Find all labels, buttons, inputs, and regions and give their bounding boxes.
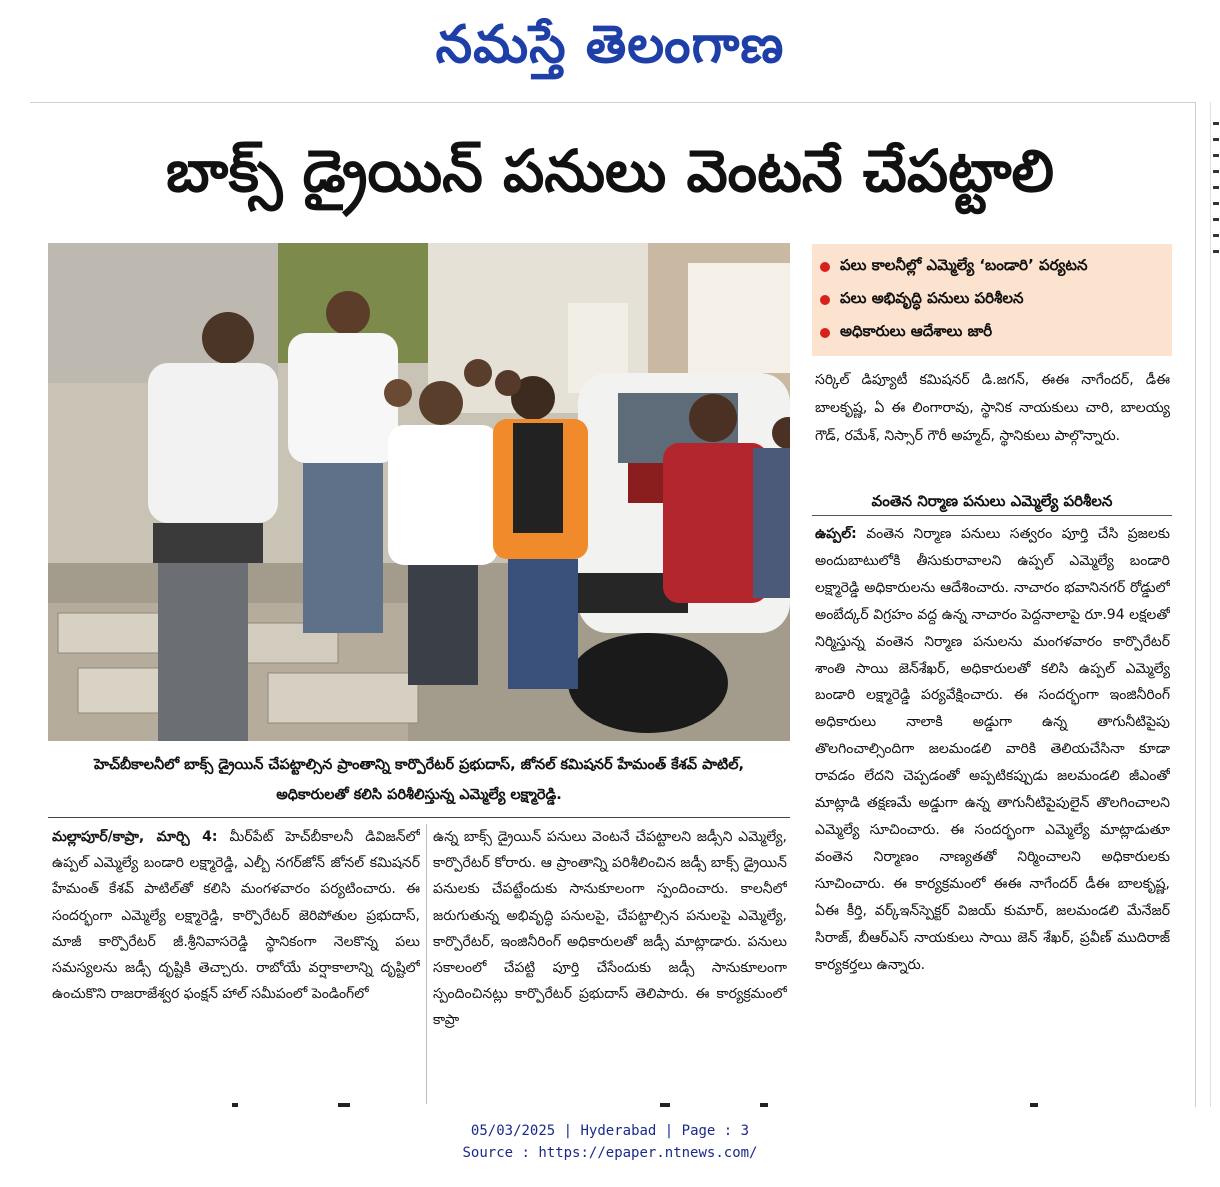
footer-date-line: 05/03/2025 | Hyderabad | Page : 3 — [470, 1123, 750, 1139]
article-text: ఉన్న బాక్స్ డ్రైయిన్ పనులు వెంటనే చేపట్టాలని జడ్సీని ఎమ్మెల్యే, కార్పొరేటర్ కోరారు. ఆ ప్రాంతాన్ని పరిశీలించిన జడ్సీ బాక్స్ డ్రైయిన్ పనులకు చేపట్టేందుకు సానుకూలంగా స్పందించారు. కాలనీలో జరుగుతున్న అభివృద్ధి పనులపై, చేపట్టాల్సిన పనులపై ఎమ్మెల్యే, కార్పొరేటర్, ఇంజినీరింగ్ అధికారులతో జడ్సీ మాట్లాడారు. పనులు సకాలంలో చేపట్టి పూర్తి చేసేందుకు జడ్సీ సానుకూలంగా స్పందించినట్లు కార్పొరేటర్ ప్రభుదాస్ తెలిపారు. ఈ కార్యక్రమంలో కాప్రా — [433, 829, 787, 1029]
news-photo — [48, 243, 790, 741]
bullet-icon — [820, 328, 830, 338]
sub-headline: వంతెన నిర్మాణ పనులు ఎమ్మెల్యే పరిశీలన — [812, 486, 1172, 516]
highlight-text: పలు అభివృద్ధి పనులు పరిశీలన — [840, 288, 1024, 307]
highlight-item — [820, 283, 1166, 316]
article-column-right-top — [815, 366, 1170, 484]
news-photo-drawing — [48, 243, 790, 741]
adjacent-page-edge — [1210, 102, 1220, 1107]
highlight-text: అధికారులు ఆదేశాలు జారీ — [840, 321, 993, 340]
bullet-icon — [820, 295, 830, 305]
article-column-left — [52, 824, 420, 1108]
photo-caption: హెచ్‌బీకాలనీలో బాక్స్ డ్రైయిన్ చేపట్టాల్సిన ప్రాంతాన్ని కార్పొరేటర్ ప్రభుదాస్, జోనల్ కమిషనర్ హేమంత్ కేశవ్ పాటిల్, అధికారులతో కలిసి పరిశీలిస్తున్న ఎమ్మెల్యే లక్ష్మారెడ్డి. — [93, 757, 745, 803]
caption-rule — [48, 817, 790, 818]
masthead-logo: నమస్తే తెలంగాణ — [435, 14, 785, 75]
dateline: ఉప్పల్: — [815, 526, 857, 542]
article-text: వంతెన నిర్మాణ పనులు సత్వరం పూర్తి చేసి ప్రజలకు అందుబాటులోకి తీసుకురావాలని ఉప్పల్ ఎమ్మెల్యే బండారి లక్ష్మారెడ్డి అధికారులను ఆదేశించారు. నాచారం భవానినగర్ రోడ్డులో అంబేద్కర్ విగ్రహం వద్ద ఉన్న నాచారం పెద్దనాలాపై రూ.94 లక్షలతో నిర్మిస్తున్న వంతెన నిర్మాణ పనులను మంగళవారం కార్పొరేటర్ శాంతి సాయి జెన్‌శేఖర్, అధికారులతో కలిసి ఉప్పల్ ఎమ్మెల్యే బండారి లక్ష్మారెడ్డి పర్యవేక్షించారు. ఈ సందర్భంగా ఇంజినీరింగ్ అధికారులు నాలాకి అడ్డుగా ఉన్న తాగునీటిపైపు తొలగించాల్సిందిగా జలమండలి వారికి తెలియచేసినా కూడా రావడం లేదని చెప్పడంతో అప్పటికప్పుడు జలమండలి జీఎంతో మాట్లాడి తక్షణమే అడ్డుగా ఉన్న తాగునీటిపైపులైన్ తొలగించాలని ఎమ్మెల్యే సూచించారు. ఈ సందర్భంగా ఎమ్మెల్యే మాట్లాడుతూ వంతెన నిర్మాణం నాణ్యతతో నిర్మించాలని అధికారులకు సూచించారు. ఈ కార్యక్రమంలో ఈఈ నాగేందర్ డీఈ బాలకృష్ణ, ఏఈ కీర్తి, వర్క్ఇన్‌స్పెక్టర్ విజయ్ కుమార్, జలమండలి మేనేజర్ సిరాజ్, బీఆర్ఎస్ నాయకులు సాయి జెన్ శేఖర్, ప్రవీణ్ ముదిరాజ్ కార్యకర్తలు ఉన్నారు. — [815, 526, 1170, 973]
highlights-box — [812, 244, 1172, 356]
footer — [0, 1120, 1220, 1180]
footer-source-line: Source : https://epaper.ntnews.com/ — [462, 1145, 758, 1161]
headline: బాక్స్ డ్రైయిన్ పనులు వెంటనే చేపట్టాలి — [165, 137, 1054, 205]
article-column-right — [815, 521, 1170, 1101]
highlight-item — [820, 250, 1166, 283]
bullet-icon — [820, 262, 830, 272]
article-text: సర్కిల్ డిప్యూటీ కమిషనర్ డి.జగన్, ఈఈ నాగేందర్, డీఈ బాలకృష్ణ, ఏ ఈ లింగారావు, స్థానిక నాయకులు చారి, బాలయ్య గౌడ్, రమేశ్, నిస్సార్ గౌరీ అహ్మద్, స్థానికులు పాల్గొన్నారు. — [815, 372, 1170, 444]
article-text: మీర్‌పేట్ హెచ్‌బీకాలనీ డివిజన్‌లో ఉప్పల్ ఎమ్మెల్యే బండారి లక్ష్మారెడ్డి, ఎల్బీ నగర్‌జోన్ జోనల్ కమిషనర్ హేమంత్ కేశవ్ పాటిల్‌తో కలిసి మంగళవారం పర్యటించారు. ఈ సందర్భంగా ఎమ్మెల్యే లక్ష్మారెడ్డి, కార్పొరేటర్ జెరిపోతుల ప్రభుదాస్, మాజీ కార్పొరేటర్ జీ.శ్రీనివాసరెడ్డి స్థానికంగా నెలకొన్న పలు సమస్యలను జడ్సీ దృష్టికి తెచ్చారు. రాబోయే వర్షాకాలాన్ని దృష్టిలో ఉంచుకొని రాజరాజేశ్వర ఫంక్షన్ హాల్ సమీపంలో పెండింగ్‌లో — [52, 829, 420, 1003]
article-column-middle — [433, 824, 787, 1108]
dateline: మల్లాపూర్/కాప్రా, మార్చి 4: — [52, 829, 218, 845]
column-divider — [426, 824, 427, 1104]
highlight-item — [820, 316, 1166, 349]
highlight-text: పలు కాలనీల్లో ఎమ్మెల్యే ‘బండారి’ పర్యటన — [840, 255, 1088, 274]
